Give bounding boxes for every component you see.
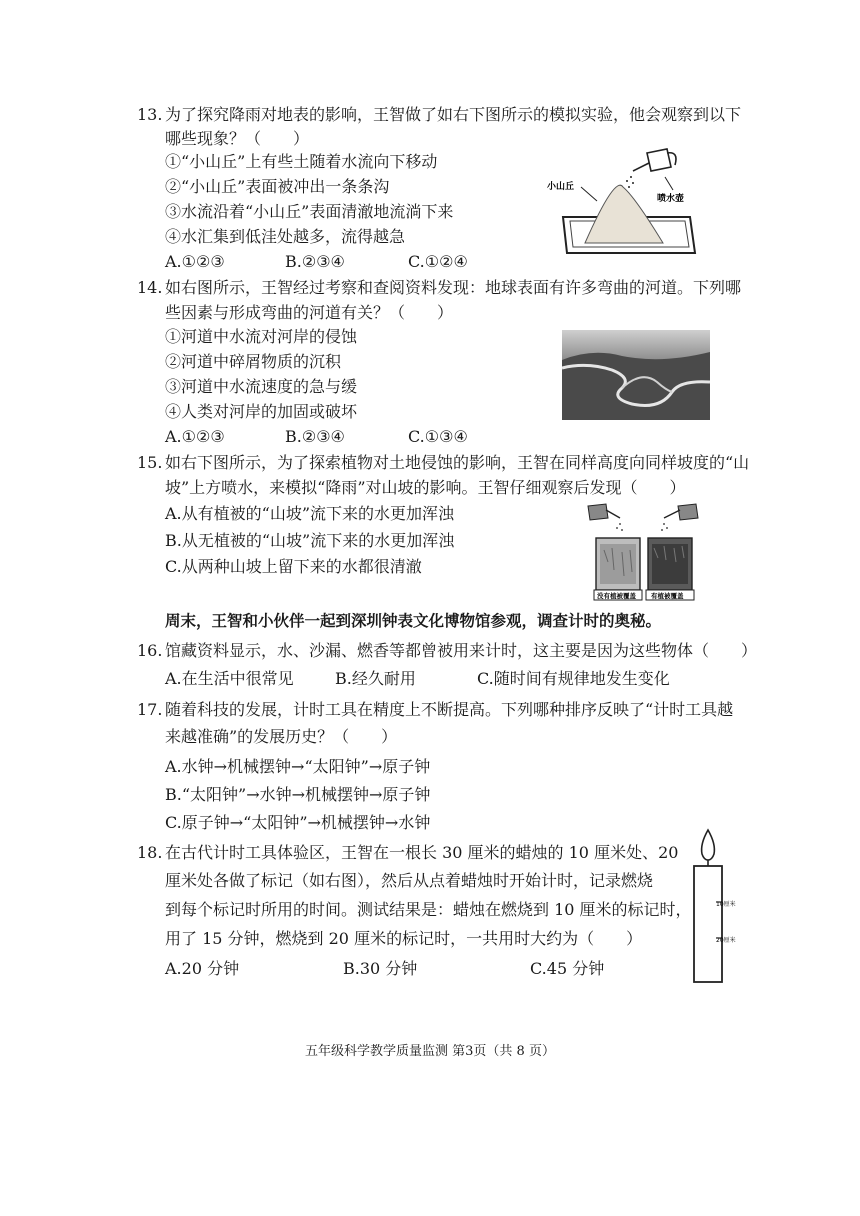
q15-left-label: 没有植被覆盖 <box>597 592 636 600</box>
q16-option-a: A.在生活中很常见 <box>165 669 294 688</box>
q15-stem-line2: 坡”上方喷水，来模拟“降雨”对山坡的影响。王智仔细观察后发现（ ） <box>165 478 686 497</box>
q18-option-c: C.45 分钟 <box>530 959 605 978</box>
q16-option-b: B.经久耐用 <box>335 669 416 688</box>
q18-mark-10cm: 10厘米 <box>716 901 736 908</box>
q18-option-b: B.30 分钟 <box>343 959 418 978</box>
q13-number: 13. <box>137 105 163 124</box>
q14-item-4: ④人类对河岸的加固或破坏 <box>165 402 358 421</box>
q13-stem-line2: 哪些现象？（ ） <box>165 129 310 148</box>
q17-option-b: B.“太阳钟”→水钟→机械摆钟→原子钟 <box>165 785 431 804</box>
q15-right-label: 有植被覆盖 <box>651 592 684 600</box>
q14-item-1: ①河道中水流对河岸的侵蚀 <box>165 327 358 346</box>
q13-item-2: ②“小山丘”表面被冲出一条条沟 <box>165 177 390 196</box>
q17-option-c: C.原子钟→“太阳钟”→机械摆钟→水钟 <box>165 813 431 832</box>
q14-option-c: C.①③④ <box>408 427 468 446</box>
q15-option-b: B.从无植被的“山坡”流下来的水更加浑浊 <box>165 531 455 550</box>
q17-number: 17. <box>137 700 163 719</box>
q13-stem-line1: 为了探究降雨对地表的影响，王智做了如右下图所示的模拟实验，他会观察到以下 <box>165 105 742 124</box>
q18-number: 18. <box>137 843 163 862</box>
q14-item-2: ②河道中碎屑物质的沉积 <box>165 352 342 371</box>
q17-option-a: A.水钟→机械摆钟→“太阳钟”→原子钟 <box>165 757 431 776</box>
section-intro: 周末，王智和小伙伴一起到深圳钟表文化博物馆参观，调查计时的奥秘。 <box>165 612 662 630</box>
q13-item-4: ④水汇集到低洼处越多，流得越急 <box>165 227 406 246</box>
q17-stem-line1: 随着科技的发展，计时工具在精度上不断提高。下列哪种排序反映了“计时工具越 <box>165 700 734 719</box>
q18-stem-line1: 在古代计时工具体验区，王智在一根长 30 厘米的蜡烛的 10 厘米处、20 <box>165 843 679 862</box>
q13-option-a: A.①②③ <box>165 252 225 271</box>
q18-stem-line4: 用了 15 分钟，燃烧到 20 厘米的标记时，一共用时大约为（ ） <box>165 929 643 948</box>
q15-option-a: A.从有植被的“山坡”流下来的水更加浑浊 <box>165 504 455 523</box>
q15-number: 15. <box>137 453 163 472</box>
q14-item-3: ③河道中水流速度的急与缓 <box>165 377 358 396</box>
page-footer: 五年级科学教学质量监测 第3页（共 8 页） <box>305 1044 555 1059</box>
q18-candle-figure <box>676 826 746 988</box>
q13-item-3: ③水流沿着“小山丘”表面清澈地流淌下来 <box>165 202 454 221</box>
q15-stem-line1: 如右下图所示，为了探索植物对土地侵蚀的影响，王智在同样高度向同样坡度的“山 <box>165 453 750 472</box>
q13-item-1: ①“小山丘”上有些土随着水流向下移动 <box>165 152 438 171</box>
q14-number: 14. <box>137 278 163 297</box>
q14-stem-line2: 些因素与形成弯曲的河道有关？（ ） <box>165 303 454 322</box>
q17-stem-line2: 来越准确”的发展历史？（ ） <box>165 727 398 746</box>
q18-stem-line3: 到每个标记时所用的时间。测试结果是：蜡烛在燃烧到 10 厘米的标记时， <box>165 900 692 919</box>
q16-number: 16. <box>137 641 163 660</box>
q15-option-c: C.从两种山坡上留下来的水都很清澈 <box>165 557 422 576</box>
q13-option-b: B.②③④ <box>285 252 345 271</box>
q16-option-c: C.随时间有规律地发生变化 <box>477 669 670 688</box>
q14-stem-line1: 如右图所示，王智经过考察和查阅资料发现：地球表面有许多弯曲的河道。下列哪 <box>165 278 742 297</box>
q18-stem-line2: 厘米处各做了标记（如右图），然后从点着蜡烛时开始计时，记录燃烧 <box>165 871 654 890</box>
q18-option-a: A.20 分钟 <box>165 959 240 978</box>
q13-can-label: 喷水壶 <box>657 194 685 204</box>
q14-option-b: B.②③④ <box>285 427 345 446</box>
q13-hill-label: 小山丘 <box>547 182 575 192</box>
q14-option-a: A.①②③ <box>165 427 225 446</box>
q18-mark-20cm: 20厘米 <box>716 937 736 944</box>
q13-option-c: C.①②④ <box>408 252 468 271</box>
q14-river-photo <box>562 330 710 420</box>
q13-hill-experiment-figure <box>545 135 705 270</box>
q16-stem-line1: 馆藏资料显示，水、沙漏、燃香等都曾被用来计时，这主要是因为这些物体（ ） <box>165 641 758 660</box>
q15-slope-experiment-figure <box>578 500 708 605</box>
